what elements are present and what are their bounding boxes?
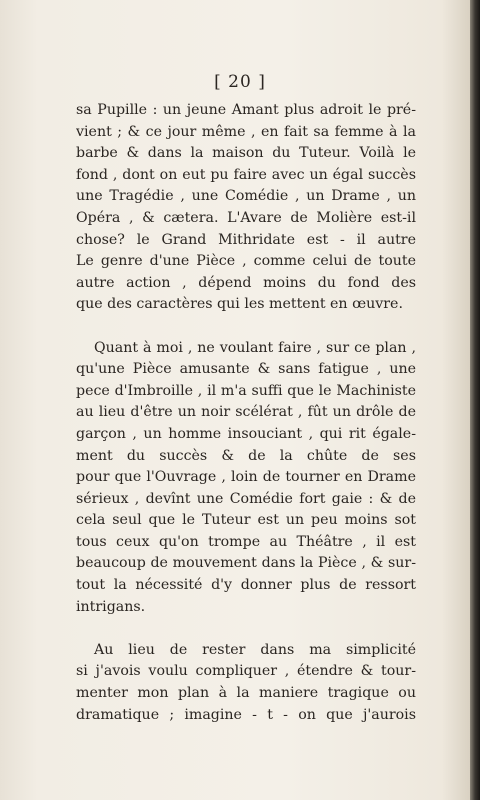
body-text (76, 100, 416, 726)
text-line: chose? le Grand Mithridate est - il autre (76, 231, 416, 248)
text-line: vient ; & ce jour même , en fait sa femme à la (76, 123, 416, 140)
text-line: cela seul que le Tuteur est un peu moins sot (76, 512, 416, 529)
text-line: garçon , un homme insouciant , qui rit égale- (76, 425, 416, 442)
paragraph-gap (76, 316, 416, 338)
page-number: [ 20 ] (214, 72, 266, 92)
text-line: autre action , dépend moins du fond des (76, 274, 416, 291)
text-line: beaucoup de mouvement dans la Pièce , & sur- (76, 555, 416, 572)
text-line: sa Pupille : un jeune Amant plus adroit le pré- (76, 102, 416, 118)
text-line: une Tragédie , une Comédie , un Drame , un (76, 188, 416, 205)
text-line: Au lieu de rester dans ma simplicité (94, 641, 416, 658)
text-line: menter mon plan à la maniere tragique ou (76, 685, 416, 702)
text-line: ment du succès & de la chûte de ses (76, 447, 416, 464)
text-line: Le genre d'une Pièce , comme celui de toute (76, 253, 416, 270)
text-line: tous ceux qu'on trompe au Théâtre , il est (76, 533, 416, 550)
text-line: Quant à moi , ne voulant faire , sur ce plan , (94, 339, 416, 356)
text-line: pece d'Imbroille , il m'a suffi que le Machiniste (76, 382, 416, 399)
text-line: fond , dont on eut pu faire avec un égal succès (76, 166, 416, 183)
text-line: qu'une Pièce amusante & sans fatigue , une (76, 361, 416, 378)
text-line: sérieux , devînt une Comédie fort gaie : & de (76, 490, 416, 507)
text-line: que des caractères qui les mettent en œuvre. (76, 296, 403, 313)
text-line: tout la nécessité d'y donner plus de ressort (76, 577, 416, 594)
paragraph-2 (76, 338, 416, 619)
text-line: intrigans. (76, 598, 146, 615)
text-line: si j'avois voulu compliquer , étendre & tour- (76, 663, 416, 680)
book-spine (470, 0, 480, 800)
text-line: au lieu d'être un noir scélérat , fût un drôle de (76, 404, 416, 421)
text-line: Opéra , & cætera. L'Avare de Molière est-il (76, 209, 416, 226)
text-line: dramatique ; imagine - t - on que j'aurois (76, 706, 416, 723)
paragraph-gap (76, 618, 416, 640)
text-line: barbe & dans la maison du Tuteur. Voilà le (76, 145, 416, 162)
paragraph-1 (76, 100, 416, 316)
text-line: pour que l'Ouvrage , loin de tourner en Drame (76, 469, 416, 486)
paragraph-3 (76, 640, 416, 726)
